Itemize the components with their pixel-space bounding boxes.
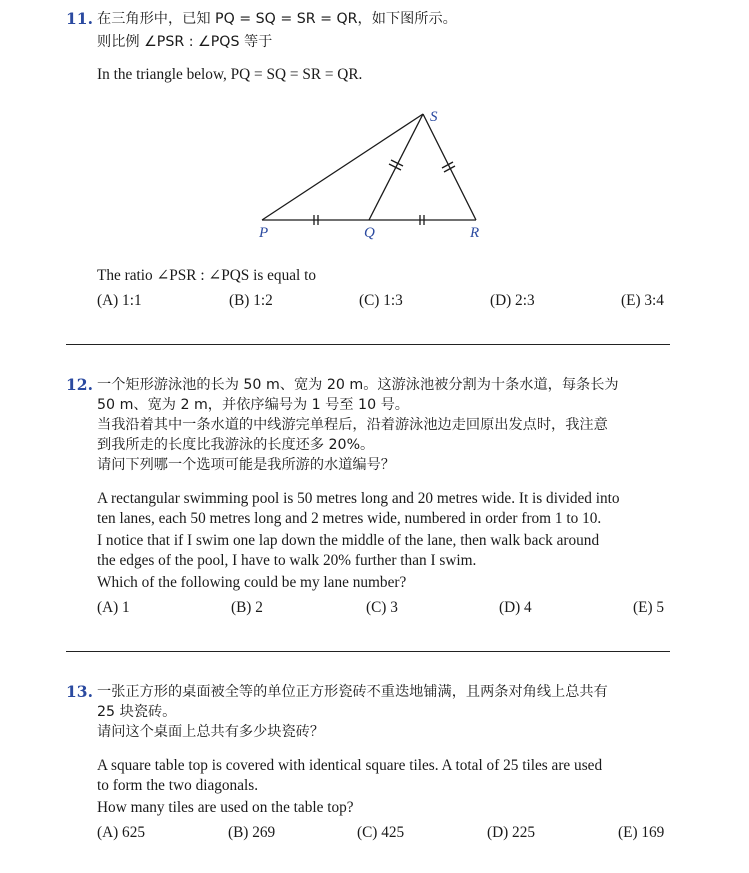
en-line: the edges of the pool, I have to walk 20% further than I swim. (97, 552, 477, 569)
zh-line: 50 m、宽为 2 m，并依序编号为 1 号至 10 号。 (97, 397, 409, 413)
label-r: R (470, 225, 480, 241)
option-e[interactable]: (E) 169 (618, 824, 665, 841)
option-e[interactable]: (E) 5 (633, 599, 665, 616)
label-s: S (430, 109, 438, 125)
answer-options (97, 599, 670, 619)
zh-line: 请问这个桌面上总共有多少块瓷砖？ (97, 724, 325, 740)
problem-12 (66, 375, 670, 625)
segment-ps (262, 114, 423, 220)
problem-body (97, 9, 670, 85)
en-line: A square table top is covered with identical square tiles. A total of 25 tiles are used (97, 757, 603, 774)
en-line: A rectangular swimming pool is 50 metres long and 20 metres wide. It is divided into (97, 490, 620, 507)
problem-13 (66, 682, 670, 852)
divider (66, 651, 670, 652)
option-d[interactable]: (D) 4 (499, 599, 532, 616)
en-intro: In the triangle below, PQ = SQ = SR = QR. (97, 66, 363, 83)
zh-line: 25 块瓷砖。 (97, 704, 177, 720)
divider (66, 344, 670, 345)
option-b[interactable]: (B) 269 (228, 824, 276, 841)
zh-line: 一张正方形的桌面被全等的单位正方形瓷砖不重迭地铺满，且两条对角线上总共有 (97, 684, 608, 700)
option-a[interactable]: (A) 1 (97, 599, 130, 616)
label-p: P (259, 225, 269, 241)
option-a[interactable]: (A) 1:1 (97, 292, 142, 309)
zh-line: 则比例 ∠PSR : ∠PQS 等于 (97, 34, 273, 50)
zh-line: 到我所走的长度比我游泳的长度还多 20%。 (97, 437, 375, 453)
option-e[interactable]: (E) 3:4 (621, 292, 664, 309)
label-q: Q (364, 225, 375, 241)
option-b[interactable]: (B) 2 (231, 599, 263, 616)
problem-number: 13. (66, 682, 93, 701)
zh-line: 当我沿着其中一条水道的中线游完单程后，沿着游泳池边走回原出发点时，我注意 (97, 417, 608, 433)
en-line: How many tiles are used on the table top? (97, 799, 354, 816)
en-line: ten lanes, each 50 metres long and 2 metres wide, numbered in order from 1 to 10. (97, 510, 602, 527)
option-d[interactable]: (D) 2:3 (490, 292, 535, 309)
problem-number: 12. (66, 375, 93, 394)
problem-body (97, 375, 670, 619)
zh-line: 一个矩形游泳池的长为 50 m、宽为 20 m。这游泳池被分割为十条水道，每条长为 (97, 377, 619, 393)
en-line: I notice that if I swim one lap down the middle of the lane, then walk back around (97, 532, 600, 549)
zh-line: 在三角形中，已知 PQ = SQ = SR = QR，如下图所示。 (97, 11, 457, 27)
triangle-figure (240, 100, 510, 245)
en-line: to form the two diagonals. (97, 777, 259, 794)
segment-sr (423, 114, 476, 220)
option-c[interactable]: (C) 3 (366, 599, 398, 616)
answer-options (97, 292, 670, 312)
option-c[interactable]: (C) 425 (357, 824, 405, 841)
problem-body (97, 682, 670, 844)
zh-line: 请问下列哪一个选项可能是我所游的水道编号？ (97, 457, 395, 473)
option-c[interactable]: (C) 1:3 (359, 292, 403, 309)
answer-options (97, 824, 670, 844)
en-line: Which of the following could be my lane number? (97, 574, 407, 591)
option-b[interactable]: (B) 1:2 (229, 292, 273, 309)
option-a[interactable]: (A) 625 (97, 824, 146, 841)
option-d[interactable]: (D) 225 (487, 824, 536, 841)
en-question: The ratio ∠PSR : ∠PQS is equal to (97, 267, 316, 284)
problem-number: 11. (66, 9, 93, 28)
